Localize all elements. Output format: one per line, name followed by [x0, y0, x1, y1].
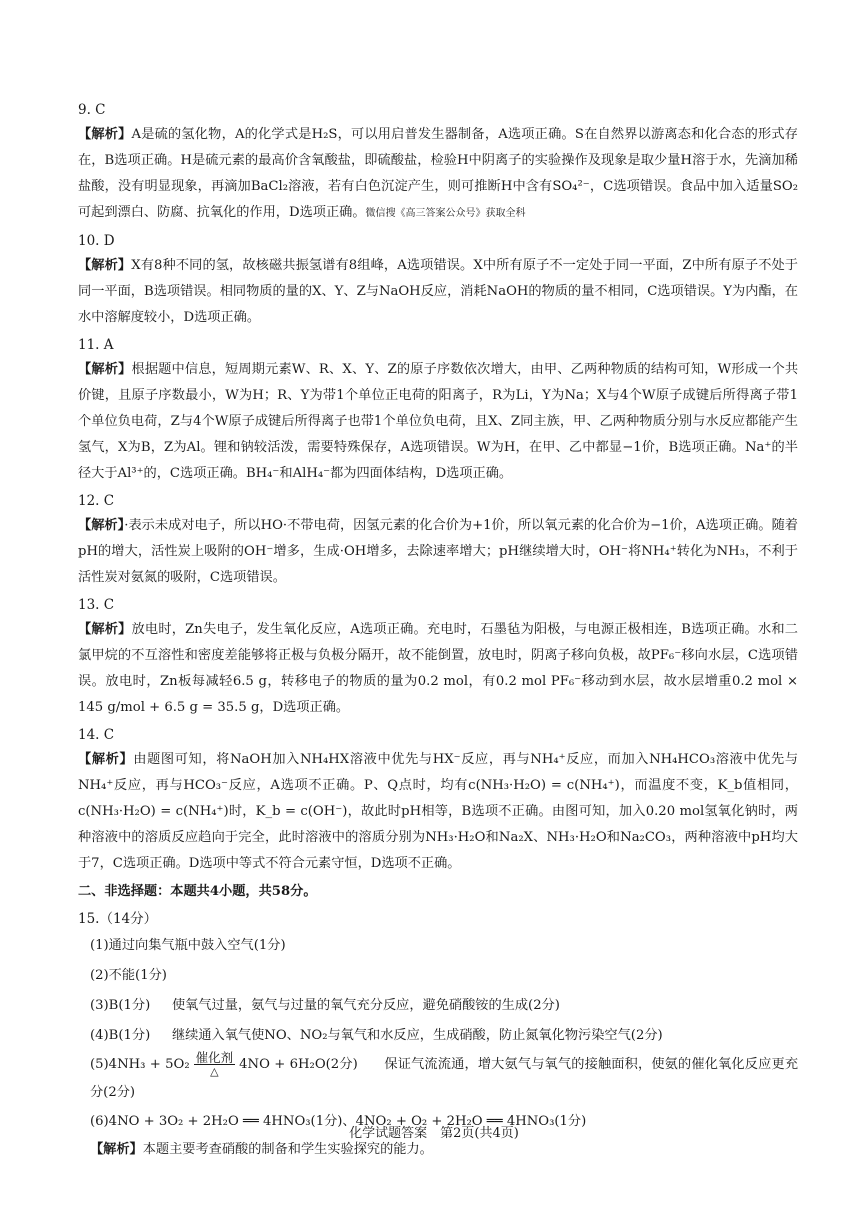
reaction-condition [194, 1051, 236, 1078]
question-14-analysis [78, 747, 798, 877]
question-13-analysis [78, 617, 798, 721]
question-11-analysis [78, 357, 798, 487]
question-10-answer: 10. D [78, 233, 115, 249]
page-footer: 化学试题答案 第2页(共4页) [349, 1126, 519, 1141]
question-9-analysis [78, 122, 798, 227]
question-13-answer: 13. C [78, 597, 115, 613]
analysis-tag: 【解析】 [78, 518, 125, 533]
question-9-answer: 9. C [78, 102, 106, 118]
analysis-tag: 【解析】 [78, 127, 132, 142]
analysis-text: A是硫的氢化物，A的化学式是H₂S，可以用启普发生器制备，A选项正确。S在自然界以游离态和化合态的形式存在，B选项正确。H是硫元素的最高价含氧酸盐，即硫酸盐，检验H中阴离子的实验操作及现象是取少量H溶于水，先滴加稀盐酸，没有明显现象，再滴加BaCl₂溶液，若有白色沉淀产生，则可推断H中含有SO₄²⁻，C选项错误。食品中加入适量SO₂可起到漂白、防腐、抗氧化的作用，D选项正确。 [78, 127, 798, 220]
q15-part-2: (2)不能(1分) [90, 968, 167, 983]
question-10-analysis [78, 253, 798, 331]
analysis-tag: 【解析】 [78, 752, 134, 767]
question-11-answer: 11. A [78, 337, 114, 353]
part-label: (4)B(1分) [90, 1028, 151, 1043]
question-14-answer: 14. C [78, 727, 115, 743]
heat-symbol: △ [210, 1065, 219, 1078]
part-label: (3)B(1分) [90, 998, 151, 1013]
analysis-text: X有8种不同的氢，故核磁共振氢谱有8组峰，A选项错误。X中所有原子不一定处于同一平面，Z中所有原子不处于同一平面，B选项错误。相同物质的量的X、Y、Z与NaOH反应，消耗NaOH的物质的量不相同，C选项错误。Y为内酯，在水中溶解度较小，D选项正确。 [78, 258, 798, 325]
analysis-text: ·表示未成对电子，所以HO·不带电荷，因氢元素的化合价为+1价，所以氧元素的化合价为−1价，A选项正确。随着pH的增大，活性炭上吸附的OH⁻增多，生成·OH增多，去除速率增大；pH继续增大时，OH⁻将NH₄⁺转化为NH₃，不利于活性炭对氨氮的吸附，C选项错误。 [78, 518, 798, 585]
q15-part-1: (1)通过向集气瓶中鼓入空气(1分) [90, 938, 286, 953]
analysis-text: 本题主要考查硝酸的制备和学生实验探究的能力。 [142, 1142, 433, 1157]
q15-part-4 [78, 1021, 798, 1051]
part-text: 使氧气过量，氨气与过量的氧气充分反应，避免硝酸铵的生成(2分) [172, 998, 560, 1013]
equation-right: 4NO + 6H₂O(2分) [239, 1057, 358, 1072]
catalyst-label: 催化剂 [195, 1050, 234, 1065]
equation-left: (5)4NH₃ + 5O₂ [90, 1057, 190, 1072]
part-text: 保证气流流通，增大氨气与氧气的接触面积，使氨的催化氧化反应更充分(2分) [90, 1057, 799, 1100]
q15-part-3 [78, 991, 798, 1021]
analysis-text: 由题图可知，将NaOH加入NH₄HX溶液中优先与HX⁻反应，再与NH₄⁺反应，而加入NH₄HCO₃溶液中优先与NH₄⁺反应，再与HCO₃⁻反应，A选项不正确。P、Q点时，均有c(NH₃·H₂O) = c(NH₄⁺)，而温度不变，K_b值相同，c(NH₃·H₂O) = c(NH₄⁺)时，K_b = c(OH⁻)，故此时pH相等，B选项不正确。由图可知，加入0.20 mol氢氧化钠时，两种溶液中的溶质反应趋向于完全，此时溶液中的溶质分别为NH₃·H₂O和Na₂X、NH₃·H₂O和Na₂CO₃，两种溶液中pH均大于7，C选项正确。D选项中等式不符合元素守恒，D选项不正确。 [78, 752, 799, 871]
section-heading: 二、非选择题：本题共4小题，共58分。 [78, 884, 317, 899]
analysis-text: 根据题中信息，短周期元素W、R、X、Y、Z的原子序数依次增大，由甲、乙两种物质的结构可知，W形成一个共价键，且原子序数最小，W为H；R、Y为带1个单位正电荷的阳离子，R为Li，Y为Na；X与4个W原子成键后所得离子带1个单位负电荷，Z与4个W原子成键后所得离子也带1个单位负电荷，且X、Z同主族，甲、乙两种物质分别与水反应都能产生氢气，X为B，Z为Al。锂和钠较活泼，需要特殊保存，A选项错误。W为H，在甲、乙中都显−1价，B选项正确。Na⁺的半径大于Al³⁺的，C选项正确。BH₄⁻和AlH₄⁻都为四面体结构，D选项正确。 [78, 362, 799, 481]
analysis-tag: 【解析】 [78, 362, 132, 377]
question-12-answer: 12. C [78, 493, 115, 509]
answer-content [78, 96, 798, 1163]
q15-part-5 [78, 1051, 798, 1107]
watermark-note: 微信搜《高三答案公众号》获取全科 [365, 208, 526, 219]
analysis-tag: 【解析】 [78, 622, 132, 637]
q15-part-6: (6)4NO + 3O₂ + 2H₂O ══ 4HNO₃(1分)、4NO₂ + O₂ + 2H₂O ══ 4HNO₃(1分) [90, 1114, 587, 1129]
part-text: 继续通入氧气使NO、NO₂与氧气和水反应，生成硝酸，防止氮氧化物污染空气(2分) [172, 1028, 663, 1043]
analysis-tag: 【解析】 [78, 258, 132, 273]
question-12-analysis [78, 513, 798, 591]
question-15-heading: 15.（14分） [78, 911, 158, 927]
analysis-tag: 【解析】 [90, 1142, 143, 1157]
analysis-text: 放电时，Zn失电子，发生氧化反应，A选项正确。充电时，石墨毡为阳极，与电源正极相连，B选项正确。水和二氯甲烷的不互溶性和密度差能够将正极与负极分隔开，故不能倒置，放电时，阴离子移向负极，故PF₆⁻移向水层，C选项错误。放电时，Zn板每减轻6.5 g，转移电子的物质的量为0.2 mol，有0.2 mol PF₆⁻移动到水层，故水层增重0.2 mol × 145 g/mol + 6.5 g = 35.5 g，D选项正确。 [78, 622, 798, 715]
